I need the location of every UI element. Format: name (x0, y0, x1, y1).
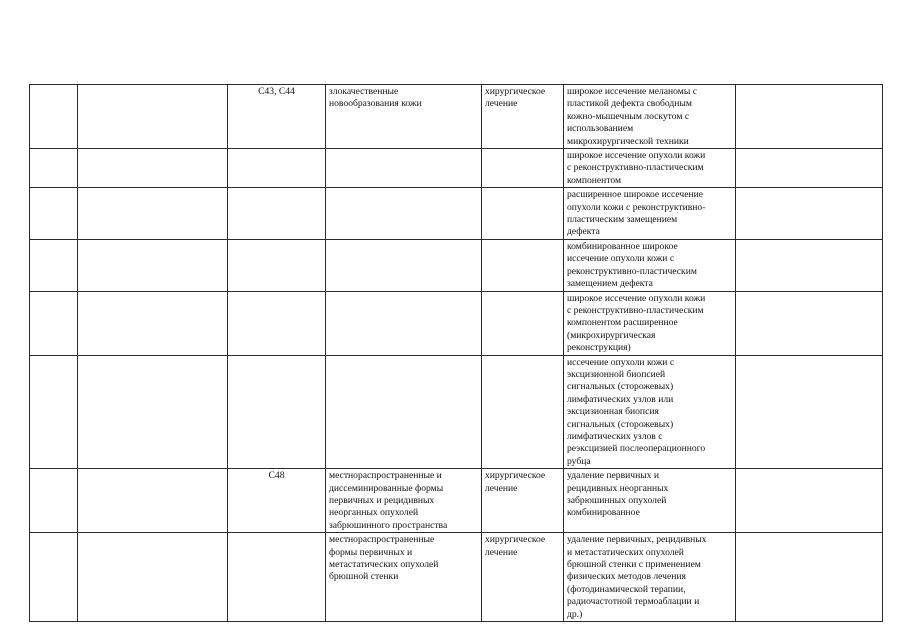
method-text: широкое иссечение меланомы с пластикой дефекта свободным кожно-мышечным лоскутом с использованием микрохирургической техники (567, 86, 697, 147)
name-cell (78, 533, 228, 622)
treatment-type-cell (482, 239, 564, 291)
method-cell (564, 85, 736, 149)
table-row (30, 149, 883, 188)
cost-cell (736, 291, 883, 355)
number-cell (30, 533, 78, 622)
method-cell (564, 469, 736, 533)
name-cell (78, 239, 228, 291)
diagnosis-cell (326, 291, 482, 355)
icd-code-cell (228, 533, 326, 622)
icd-code-cell (228, 149, 326, 188)
method-cell (564, 188, 736, 240)
diagnosis-cell (326, 239, 482, 291)
treatment-type-cell (482, 533, 564, 622)
treatment-type-cell (482, 188, 564, 240)
icd-code-text: C43, C44 (258, 86, 295, 97)
table-row (30, 291, 883, 355)
icd-code-cell (228, 291, 326, 355)
method-text: расширенное широкое иссечение опухоли кожи с реконструктивно- пластическим замещением дефекта (567, 189, 706, 238)
diagnosis-cell (326, 469, 482, 533)
name-cell (78, 149, 228, 188)
method-cell (564, 355, 736, 469)
cost-cell (736, 188, 883, 240)
treatment-table (29, 84, 883, 622)
method-cell (564, 533, 736, 622)
cost-cell (736, 469, 883, 533)
treatment-type-cell (482, 291, 564, 355)
number-cell (30, 149, 78, 188)
treatment-type-text: хирургическое лечение (485, 86, 546, 110)
method-text: широкое иссечение опухоли кожи с реконструктивно-пластическим компонентом (567, 150, 706, 186)
diagnosis-text: местнораспространенные и диссеминированные формы первичных и рецидивных неорганных опухолей забрюшинного пространства (329, 470, 448, 531)
table-row (30, 355, 883, 469)
cost-cell (736, 239, 883, 291)
number-cell (30, 239, 78, 291)
number-cell (30, 291, 78, 355)
table-row (30, 85, 883, 149)
diagnosis-cell (326, 188, 482, 240)
treatment-type-cell (482, 149, 564, 188)
diagnosis-cell (326, 355, 482, 469)
name-cell (78, 469, 228, 533)
number-cell (30, 85, 78, 149)
table-row (30, 469, 883, 533)
diagnosis-cell (326, 533, 482, 622)
method-text: иссечение опухоли кожи с эксцизионной биопсией сигнальных (сторожевых) лимфатических узлов или эксцизионная биопсия сигнальных (сторожевых) лимфатических узлов с реэксцизией послеоперационного рубца (567, 356, 706, 467)
icd-code-cell (228, 239, 326, 291)
method-text: удаление первичных, рецидивных и метастатических опухолей брюшной стенки с применением физических методов лечения (фотодинамической терапии, радиочастотной термоаблации и др.) (567, 534, 707, 620)
method-text: удаление первичных и рецидивных неорганных забрюшинных опухолей комбинированное (567, 470, 669, 519)
treatment-type-cell (482, 355, 564, 469)
diagnosis-cell (326, 85, 482, 149)
method-cell (564, 291, 736, 355)
diagnosis-text: злокачественные новообразования кожи (329, 86, 422, 110)
cost-cell (736, 533, 883, 622)
number-cell (30, 188, 78, 240)
cost-cell (736, 85, 883, 149)
diagnosis-text: местнораспространенные формы первичных и метастатических опухолей брюшной стенки (329, 534, 439, 583)
table-row (30, 239, 883, 291)
treatment-type-text: хирургическое лечение (485, 470, 546, 494)
name-cell (78, 188, 228, 240)
treatment-type-cell (482, 85, 564, 149)
table-row (30, 188, 883, 240)
method-text: широкое иссечение опухоли кожи с реконструктивно-пластическим компонентом расширенное (микрохирургическая реконструкция) (567, 292, 706, 354)
diagnosis-cell (326, 149, 482, 188)
cost-cell (736, 355, 883, 469)
treatment-type-text: хирургическое лечение (485, 534, 546, 558)
treatment-type-cell (482, 469, 564, 533)
number-cell (30, 469, 78, 533)
icd-code-cell (228, 355, 326, 469)
table-row (30, 533, 883, 622)
name-cell (78, 355, 228, 469)
method-cell (564, 239, 736, 291)
name-cell (78, 85, 228, 149)
cost-cell (736, 149, 883, 188)
name-cell (78, 291, 228, 355)
icd-code-cell (228, 469, 326, 533)
icd-code-cell (228, 85, 326, 149)
icd-code-cell (228, 188, 326, 240)
icd-code-text: C48 (268, 470, 285, 482)
method-cell (564, 149, 736, 188)
method-text: комбинированное широкое иссечение опухоли кожи с реконструктивно-пластическим замещением дефекта (567, 240, 697, 290)
number-cell (30, 355, 78, 469)
table-body (30, 85, 883, 622)
